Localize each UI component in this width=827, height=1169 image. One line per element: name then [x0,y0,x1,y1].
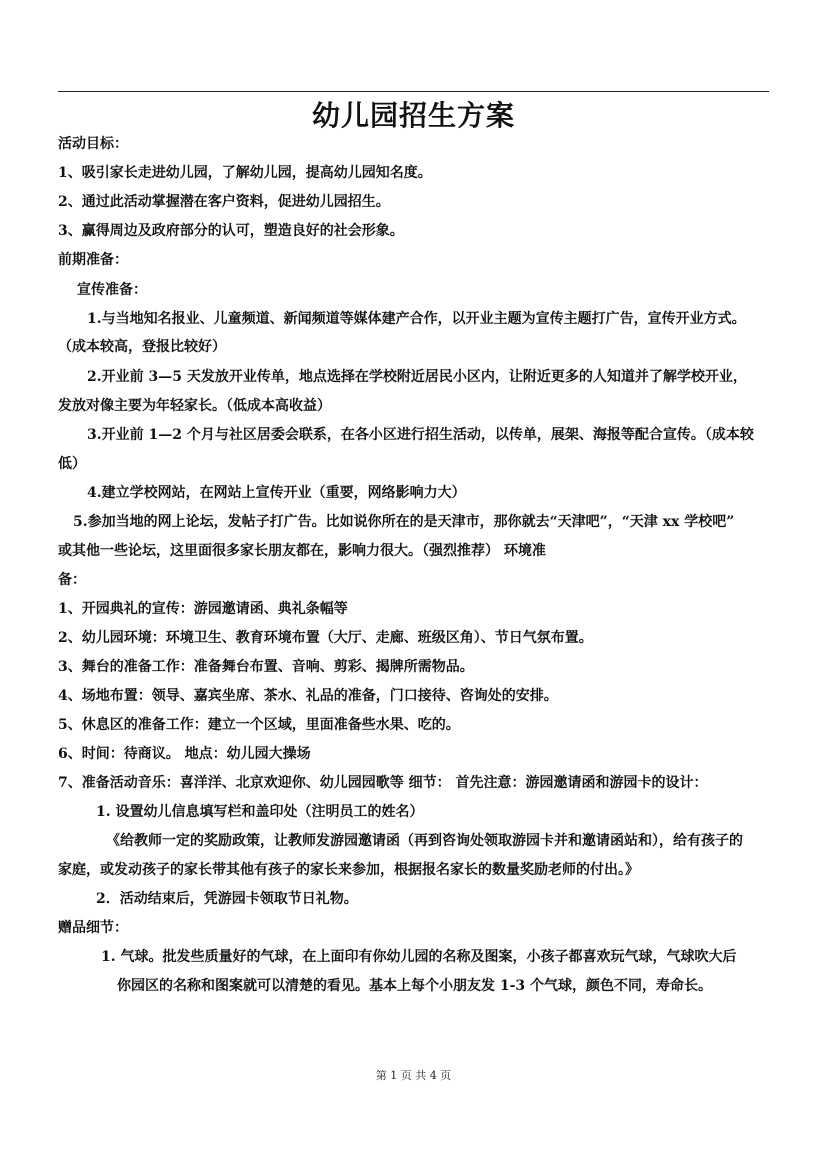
text-line: 1、吸引家长走进幼儿园，了解幼儿园，提高幼儿园知名度。 [58,165,432,181]
text-line: 家庭，或发动孩子的家长带其他有孩子的家长来参加，根据报名家长的数量奖励老师的付出。》 [58,862,639,878]
text-line: 或其他一些论坛，这里面很多家长朋友都在，影响力很大。（强烈推荐） 环境准 [58,543,546,559]
text-line: 1.与当地知名报业、儿童频道、新闻频道等媒体建产合作，以开业主题为宣传主题打广告，宣传开业方式。 [87,311,746,327]
text-line: 2、幼儿园环境：环境卫生、教育环境布置（大厅、走廊、班级区角）、节日气氛布置。 [58,630,593,646]
text-line: 4、场地布置：领导、嘉宾坐席、茶水、礼品的准备，门口接待、咨询处的安排。 [58,688,558,704]
document-title: 幼儿园招生方案 [311,99,515,132]
text-line: 5.参加当地的网上论坛，发帖子打广告。比如说你所在的是天津市，那你就去“天津吧”，“天津 xx 学校吧” [73,514,735,530]
text-line: 活动目标： [58,136,128,152]
text-line: 7、准备活动音乐：喜洋洋、北京欢迎你、幼儿园园歌等 细节： 首先注意：游园邀请函和游园卡的设计： [58,775,708,791]
text-line: 3、赢得周边及政府部分的认可，塑造良好的社会形象。 [58,223,404,239]
text-line: 《给教师一定的奖励政策，让教师发游园邀请函（再到咨询处领取游园卡并和邀请函站和），给有孩子的 [106,833,743,849]
text-line: 宣传准备： [77,282,147,298]
text-line: 前期准备： [58,252,128,268]
text-line: 备： [58,572,86,588]
text-line: 1. 设置幼儿信息填写栏和盖印处（注明员工的姓名） [96,804,424,820]
text-line: 1. 气球。批发些质量好的气球，在上面印有你幼儿园的名称及图案，小孩子都喜欢玩气球，气球吹大后 [101,949,737,965]
text-line: 6、时间：待商议。 地点：幼儿园大操场 [58,746,311,762]
text-line: 低） [58,456,86,472]
text-line: 5、休息区的准备工作：建立一个区域，里面准备些水果、吃的。 [58,717,460,733]
header-rule [58,91,769,92]
text-line: 1、开园典礼的宣传：游园邀请函、典礼条幅等 [58,601,348,617]
page-footer: 第 1 页 共 4 页 [375,1069,452,1082]
text-line: 3.开业前 1—2 个月与社区居委会联系，在各小区进行招生活动，以传单，展架、海报等配合宣传。（成本较 [87,427,754,443]
text-line: 4.建立学校网站，在网站上宣传开业（重要，网络影响力大） [87,485,466,501]
text-line: 发放对像主要为年轻家长。（低成本高收益） [58,398,331,414]
text-line: （成本较高，登报比较好） [58,339,226,355]
text-line: 2、通过此活动掌握潜在客户资料，促进幼儿园招生。 [58,194,390,210]
text-line: 2．活动结束后，凭游园卡领取节日礼物。 [96,891,358,907]
text-line: 3、舞台的准备工作：准备舞台布置、音响、剪彩、揭牌所需物品。 [58,659,474,675]
text-line: 2.开业前 3—5 天发放开业传单，地点选择在学校附近居民小区内，让附近更多的人知道并了解学校开业， [87,369,747,385]
text-line: 你园区的名称和图案就可以清楚的看见。基本上每个小朋友发 1-3 个气球，颜色不同，寿命长。 [117,978,713,994]
text-line: 赠品细节： [58,920,128,936]
